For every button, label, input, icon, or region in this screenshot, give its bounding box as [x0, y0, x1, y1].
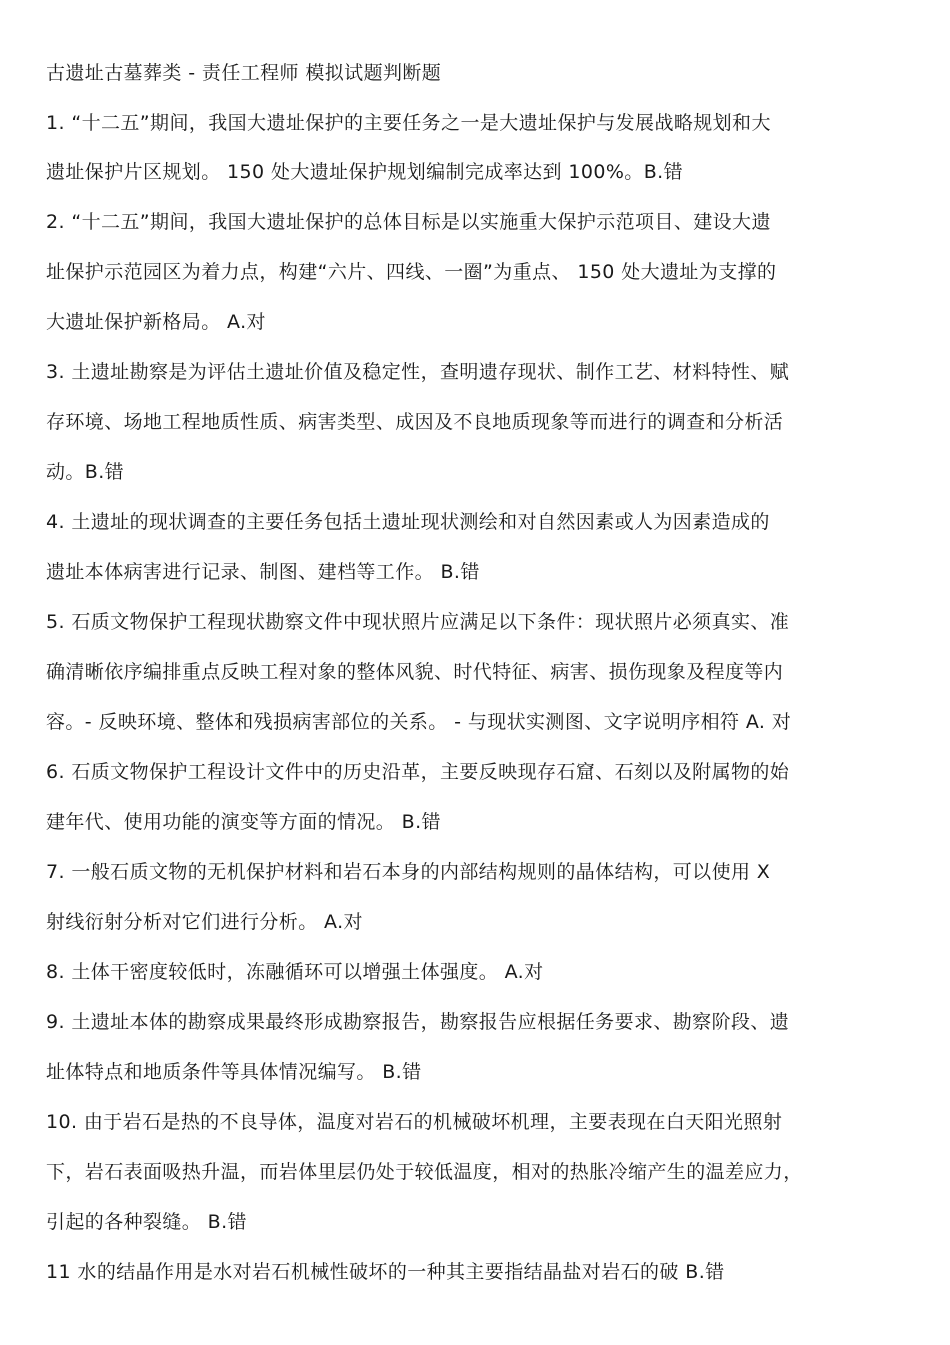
text-line: 下，岩石表面吸热升温，而岩体里层仍处于较低温度，相对的热胀冷缩产生的温差应力，	[46, 1161, 803, 1183]
text-line: 引起的各种裂缝。 B.错	[46, 1211, 247, 1233]
text-line: 2. “十二五”期间，我国大遗址保护的总体目标是以实施重大保护示范项目、建设大遗	[46, 211, 771, 233]
text-line: 射线衍射分析对它们进行分析。 A.对	[46, 911, 363, 933]
text-line: 遗址本体病害进行记录、制图、建档等工作。 B.错	[46, 561, 480, 583]
text-line: 动。B.错	[46, 461, 125, 483]
text-line: 9. 土遗址本体的勘察成果最终形成勘察报告，勘察报告应根据任务要求、勘察阶段、遗	[46, 1011, 790, 1033]
text-line: 11 水的结晶作用是水对岩石机械性破坏的一种其主要指结晶盐对岩石的破 B.错	[46, 1261, 725, 1283]
text-line: 8. 土体干密度较低时，冻融循环可以增强土体强度。 A.对	[46, 961, 544, 983]
text-line: 10. 由于岩石是热的不良导体，温度对岩石的机械破坏机理，主要表现在白天阳光照射	[46, 1111, 783, 1133]
text-line: 1. “十二五”期间，我国大遗址保护的主要任务之一是大遗址保护与发展战略规划和大	[46, 112, 771, 134]
text-line: 5. 石质文物保护工程现状勘察文件中现状照片应满足以下条件：现状照片必须真实、准	[46, 611, 790, 633]
text-line: 大遗址保护新格局。 A.对	[46, 311, 266, 333]
text-line: 址保护示范园区为着力点，构建“六片、四线、一圈”为重点、 150 处大遗址为支撑的	[46, 261, 777, 283]
text-line: 7. 一般石质文物的无机保护材料和岩石本身的内部结构规则的晶体结构，可以使用 X	[46, 861, 771, 883]
text-line: 建年代、使用功能的演变等方面的情况。 B.错	[46, 811, 441, 833]
text-line: 确清晰依序编排重点反映工程对象的整体风貌、时代特征、病害、损伤现象及程度等内	[46, 661, 784, 683]
text-line: 遗址保护片区规划。 150 处大遗址保护规划编制完成率达到 100%。B.错	[46, 161, 683, 183]
document-title: 古遗址古墓葬类 - 责任工程师 模拟试题判断题	[46, 62, 442, 84]
text-line: 3. 土遗址勘察是为评估土遗址价值及稳定性，查明遗存现状、制作工艺、材料特性、赋	[46, 361, 790, 383]
text-line: 4. 土遗址的现状调查的主要任务包括土遗址现状测绘和对自然因素或人为因素造成的	[46, 511, 770, 533]
text-line: 6. 石质文物保护工程设计文件中的历史沿革，主要反映现存石窟、石刻以及附属物的始	[46, 761, 790, 783]
text-line: 址体特点和地质条件等具体情况编写。 B.错	[46, 1061, 422, 1083]
text-line: 容。- 反映环境、整体和残损病害部位的关系。 - 与现状实测图、文字说明序相符 A. 对	[46, 711, 792, 733]
text-line: 存环境、场地工程地质性质、病害类型、成因及不良地质现象等而进行的调查和分析活	[46, 411, 784, 433]
